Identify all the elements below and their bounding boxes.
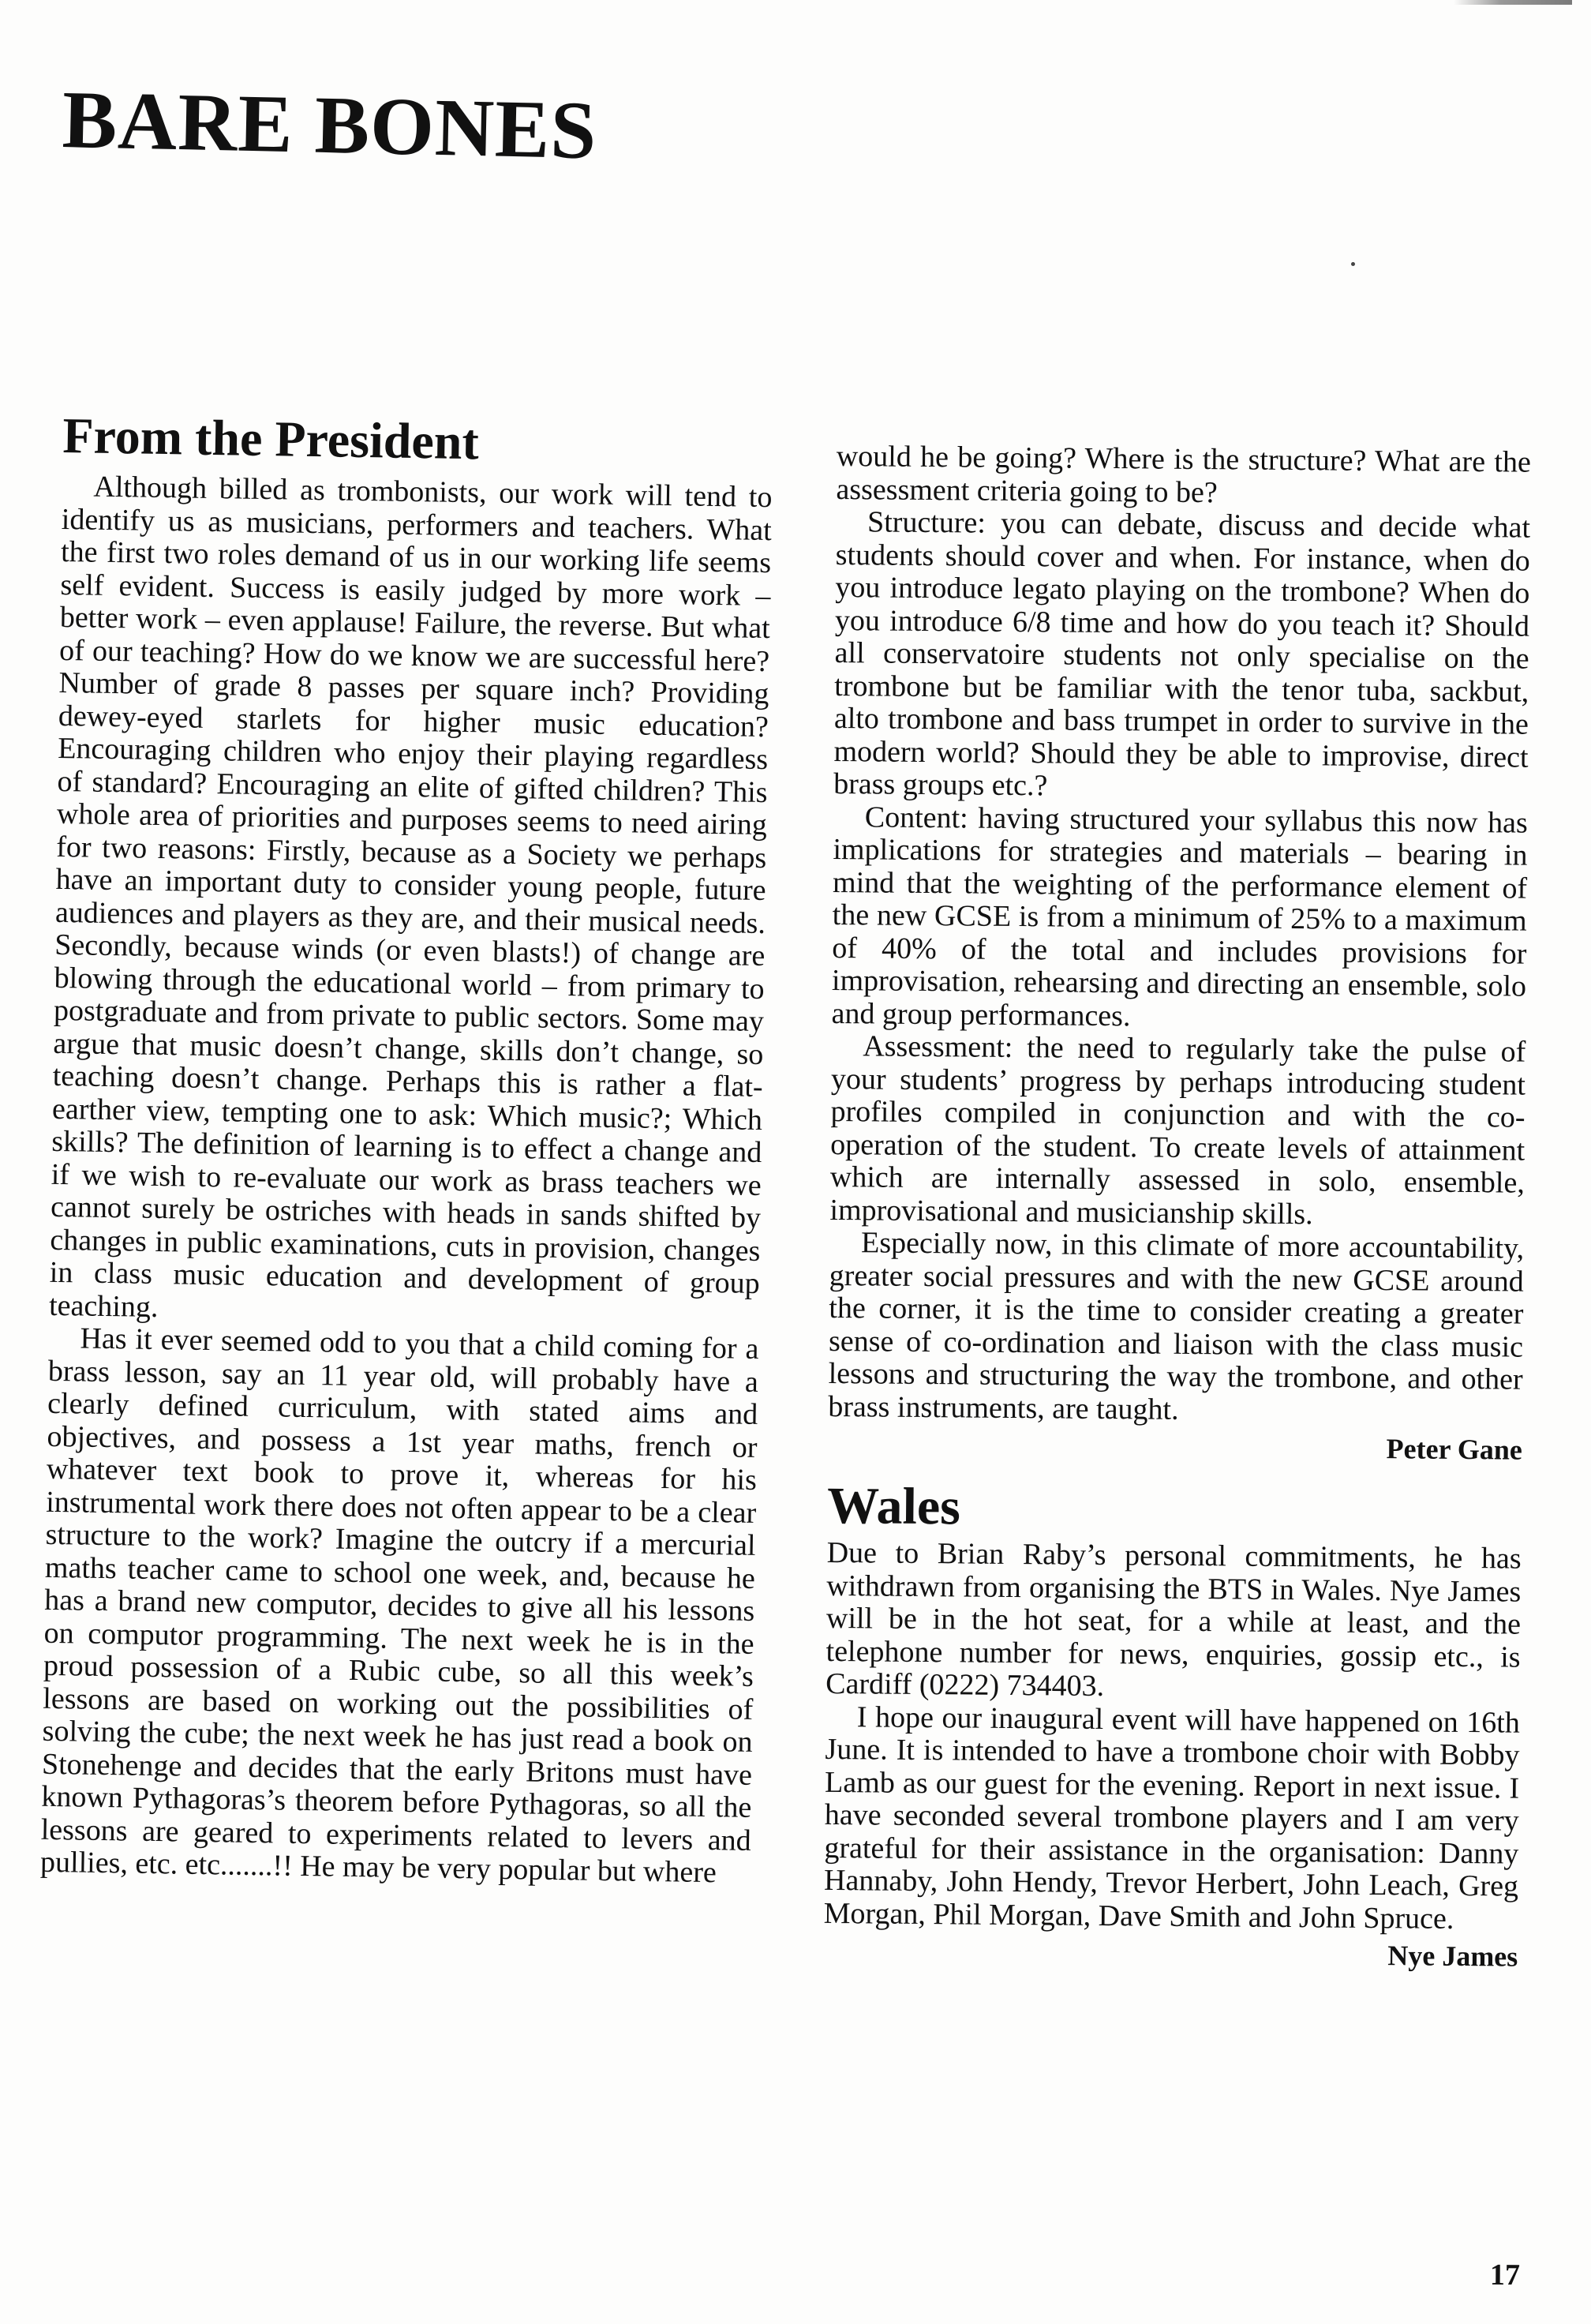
masthead-title: BARE BONES [61, 74, 598, 177]
left-column [39, 407, 773, 1890]
president-paragraph-continued: would he be going? Where is the structure? What are the assessment criteria going to be? [836, 440, 1531, 509]
president-paragraph: Although billed as trombonists, our work will tend to identify us as musicians, performers and teachers. What the first two roles demand of us in our working life seems self evident. Success is easily judged by more work – better work – even applause! Failure, the reverse. But what of our teaching? How do we know we are successful here? Number of grade 8 passes per square inch? Providing dewey-eyed starlets for higher music education? Encouraging children who enjoy their playing regardless of standard? Encouraging an elite of gifted children? This whole area of priorities and purposes seems to need airing for two reasons: Firstly, because as a Society we perhaps have an important duty to consider young people, future audiences and players as they are, and their musical needs. Secondly, because winds (or even blasts!) of change are blowing through the educational world – from primary to postgraduate and from private to public sectors. Some may argue that music doesn’t change, skills don’t change, so teaching doesn’t change. Perhaps this is rather a flat-earther view, tempting one to ask: Which music?; Which skills? The definition of learning is to effect a change and if we wish to re-evaluate our work as brass teachers we cannot surely be ostriches with heads in sands shifted by changes in public examinations, cuts in provision, changes in class music education and development of group teaching. [48, 470, 773, 1324]
scan-speck [1351, 262, 1355, 266]
wales-signature: Nye James [1387, 1940, 1518, 1973]
president-signature: Peter Gane [1386, 1433, 1523, 1466]
wales-heading: Wales [826, 1476, 961, 1536]
president-paragraph: Has it ever seemed odd to you that a child coming for a brass lesson, say an 11 year old, will probably have a clearly defined curriculum, with stated aims and objectives, and possess a 1st year maths, french or whatever text book to prove it, whereas for his instrumental work there does not often appear to be a clear structure to the work? Imagine the outcry if a mercurial maths teacher came to school one week, and, because he has a brand new computor, decides to give all his lessons on computor programming. The next week he is in the proud possession of a Rubic cube, so all this week’s lessons are based on working out the possibilities of solving the cube; the next week he has just read a book on Stonehenge and decides that the early Britons must have known Pythagoras’s theorem before Pythagoras, so all the lessons are geared to experiments related to levers and pullies, etc. etc.......!! He may be very popular but where [39, 1321, 759, 1890]
scan-corner-mark [1454, 0, 1572, 5]
wales-paragraph: Due to Brian Raby’s personal commitments, he has withdrawn from organising the BTS in Wales. Nye James will be in the hot seat, for a while at least, and the telephone number for news, enquiries, gossip etc., is Cardiff (0222) 734403. [825, 1535, 1522, 1704]
right-column [823, 440, 1531, 1974]
wales-paragraph: I hope our inaugural event will have happened on 16th June. It is intended to have a trombone choir with Bobby Lamb as our guest for the evening. Report in next issue. I have seconded several trombone players and I am very grateful for their assistance in the organisation: Danny Hannaby, John Hendy, Trevor Herbert, John Leach, Greg Morgan, Phil Morgan, Dave Smith and John Spruce. [823, 1700, 1521, 1936]
president-paragraph: Structure: you can debate, discuss and decide what students should cover and when. For instance, when do you introduce legato playing on the trombone? When do you introduce 6/8 time and how do you teach it? Should all conservatoire students not only specialise on the trombone but be familiar with the tenor tuba, sackbut, alto trombone and bass trumpet in order to survive in the modern world? Should they be able to improvise, direct brass groups etc.? [833, 505, 1531, 803]
page-number: 17 [1489, 2258, 1521, 2292]
president-paragraph: Content: having structured your syllabus this now has implications for strategies and materials – bearing in mind that the weighting of the performance element of the new GCSE is from a minimum of 25% to a maximum of 40% of the total and includes provisions for improvisation, rehearsing and directing an ensemble, solo and group performances. [831, 800, 1528, 1033]
president-paragraph: Assessment: the need to regularly take the pulse of your students’ progress by perhaps introducing student profiles compiled in conjunction and with the co-operation of the student. To create levels of attainment which are internally assessed in solo, ensemble, improvisational and musicianship skills. [829, 1029, 1526, 1231]
president-heading: From the President [62, 407, 480, 470]
president-paragraph: Especially now, in this climate of more accountability, greater social pressures and with the new GCSE around the corner, it is the time to consider creating a greater sense of co-ordination and liaison with the class music lessons and structuring the way the trombone, and other brass instruments, are taught. [828, 1226, 1525, 1426]
